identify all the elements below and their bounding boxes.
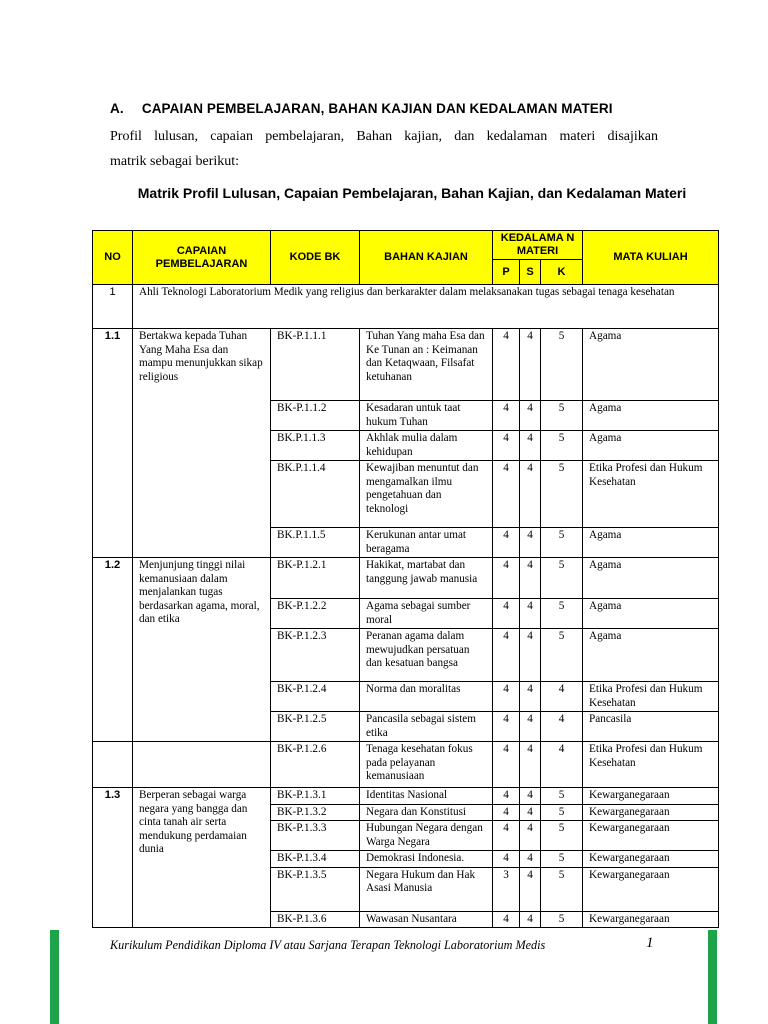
bahan-kajian: Demokrasi Indonesia. [360,851,493,868]
kode-bk: BK-P.1.3.5 [271,867,360,911]
depth-s: 4 [520,461,541,528]
section-title: CAPAIAN PEMBELAJARAN, BAHAN KAJIAN DAN KEDALAMAN MATERI [141,101,613,116]
depth-k: 5 [541,867,583,911]
footer-text: Kurikulum Pendidikan Diploma IV atau Sarjana Terapan Teknologi Laboratorium Medis [110,938,546,952]
depth-k: 4 [541,742,583,788]
depth-p: 4 [493,911,520,928]
kode-bk: BK-P.1.2.1 [271,558,360,599]
kode-bk: BK-P.1.3.2 [271,804,360,821]
mata-kuliah: Kewarganegaraan [583,788,719,805]
bahan-kajian: Negara Hukum dan Hak Asasi Manusia [360,867,493,911]
depth-p: 4 [493,528,520,558]
header-k: K [541,260,583,285]
depth-p: 4 [493,461,520,528]
depth-p: 4 [493,401,520,431]
bahan-kajian: Peranan agama dalam mewujudkan persatuan dan kesatuan bangsa [360,629,493,682]
mata-kuliah: Kewarganegaraan [583,911,719,928]
depth-s: 4 [520,528,541,558]
depth-k: 4 [541,712,583,742]
mata-kuliah: Etika Profesi dan Hukum Kesehatan [583,742,719,788]
table-row [93,742,719,788]
depth-s: 4 [520,682,541,712]
kode-bk: BK-P.1.3.6 [271,911,360,928]
depth-s: 4 [520,329,541,401]
depth-s: 4 [520,911,541,928]
depth-p: 4 [493,682,520,712]
bahan-kajian: Kesadaran untuk taat hukum Tuhan [360,401,493,431]
page-number: 1 [646,935,654,951]
bahan-kajian: Hakikat, martabat dan tanggung jawab manusia [360,558,493,599]
depth-k: 5 [541,629,583,682]
mata-kuliah: Kewarganegaraan [583,851,719,868]
bahan-kajian: Kewajiban menuntut dan mengamalkan ilmu pengetahuan dan teknologi [360,461,493,528]
header-p: P [493,260,520,285]
depth-p: 4 [493,599,520,629]
depth-s: 4 [520,401,541,431]
bahan-kajian: Identitas Nasional [360,788,493,805]
depth-k: 5 [541,461,583,528]
kode-bk: BK-P.1.2.4 [271,682,360,712]
depth-p: 4 [493,329,520,401]
kode-bk: BK.P.1.1.4 [271,461,360,528]
capaian-text: Menjunjung tinggi nilai kemanusiaan dalam menjalankan tugas berdasarkan agama, moral, dan etika [133,558,271,742]
kode-bk: BK-P.1.2.6 [271,742,360,788]
depth-p: 4 [493,629,520,682]
depth-k: 4 [541,682,583,712]
depth-p: 3 [493,867,520,911]
mata-kuliah: Agama [583,329,719,401]
depth-k: 5 [541,558,583,599]
bahan-kajian: Pancasila sebagai sistem etika [360,712,493,742]
bahan-kajian: Akhlak mulia dalam kehidupan [360,431,493,461]
header-bahan: BAHAN KAJIAN [360,231,493,285]
mata-kuliah: Agama [583,629,719,682]
capaian-no: 1.2 [93,558,133,742]
mata-kuliah: Kewarganegaraan [583,867,719,911]
bahan-kajian: Tuhan Yang maha Esa dan Ke Tunan an : Keimanan dan Ketaqwaan, Filsafat ketuhanan [360,329,493,401]
bahan-kajian: Kerukunan antar umat beragama [360,528,493,558]
kode-bk: BK-P.1.2.3 [271,629,360,682]
depth-p: 4 [493,431,520,461]
depth-s: 4 [520,599,541,629]
depth-k: 5 [541,431,583,461]
depth-s: 4 [520,851,541,868]
mata-kuliah: Etika Profesi dan Hukum Kesehatan [583,682,719,712]
kode-bk: BK-P.1.2.2 [271,599,360,629]
depth-k: 5 [541,804,583,821]
depth-s: 4 [520,742,541,788]
kode-bk: BK-P.1.2.5 [271,712,360,742]
bahan-kajian: Norma dan moralitas [360,682,493,712]
table-row [93,788,719,805]
mata-kuliah: Kewarganegaraan [583,804,719,821]
depth-s: 4 [520,788,541,805]
depth-s: 4 [520,712,541,742]
bahan-kajian: Tenaga kesehatan fokus pada pelayanan kemanusiaan [360,742,493,788]
mata-kuliah: Agama [583,599,719,629]
capaian-text: Bertakwa kepada Tuhan Yang Maha Esa dan mampu menunjukkan sikap religious [133,329,271,558]
depth-k: 5 [541,528,583,558]
section-heading [110,101,613,116]
depth-s: 4 [520,821,541,851]
depth-p: 4 [493,821,520,851]
kode-bk: BK-P.1.3.1 [271,788,360,805]
mata-kuliah: Agama [583,401,719,431]
header-capaian: CAPAIAN PEMBELAJARAN [133,231,271,285]
header-s: S [520,260,541,285]
empty-cell [93,742,133,788]
mata-kuliah: Kewarganegaraan [583,821,719,851]
mata-kuliah: Agama [583,558,719,599]
depth-s: 4 [520,558,541,599]
mata-kuliah: Agama [583,528,719,558]
table-caption: Matrik Profil Lulusan, Capaian Pembelajaran, Bahan Kajian, dan Kedalaman Materi [137,185,687,201]
footer-bar-left [50,930,59,1024]
intro-line-2: matrik sebagai berikut: [110,154,240,169]
profile-text: Ahli Teknologi Laboratorium Medik yang religius dan berkarakter dalam melaksanakan tugas sebagai tenaga kesehatan [133,285,719,329]
depth-p: 4 [493,804,520,821]
depth-p: 4 [493,558,520,599]
bahan-kajian: Wawasan Nusantara [360,911,493,928]
header-kode: KODE BK [271,231,360,285]
depth-k: 5 [541,911,583,928]
kode-bk: BK.P.1.1.5 [271,528,360,558]
section-number: A. [110,101,124,116]
intro-line-1: Profil lulusan, capaian pembelajaran, Bahan kajian, dan kedalaman materi disajikan [110,129,658,144]
profile-no: 1 [93,285,133,329]
empty-cell [133,742,271,788]
kode-bk: BK-P.1.3.3 [271,821,360,851]
capaian-no: 1.1 [93,329,133,558]
bahan-kajian: Agama sebagai sumber moral [360,599,493,629]
kode-bk: BK-P.1.1.2 [271,401,360,431]
depth-s: 4 [520,431,541,461]
depth-k: 5 [541,788,583,805]
depth-k: 5 [541,851,583,868]
depth-k: 5 [541,329,583,401]
kode-bk: BK.P.1.1.3 [271,431,360,461]
capaian-no: 1.3 [93,788,133,928]
header-no: NO [93,231,133,285]
depth-k: 5 [541,821,583,851]
depth-p: 4 [493,712,520,742]
depth-p: 4 [493,788,520,805]
table-row [93,329,719,401]
mata-kuliah: Pancasila [583,712,719,742]
footer-bar-right [708,930,717,1024]
matrix-table [92,230,719,928]
mata-kuliah: Agama [583,431,719,461]
depth-k: 5 [541,401,583,431]
depth-s: 4 [520,629,541,682]
kode-bk: BK-P.1.3.4 [271,851,360,868]
bahan-kajian: Hubungan Negara dengan Warga Negara [360,821,493,851]
bahan-kajian: Negara dan Konstitusi [360,804,493,821]
intro-paragraph [110,124,658,174]
depth-p: 4 [493,742,520,788]
capaian-text: Berperan sebagai warga negara yang bangga dan cinta tanah air serta mendukung perdamaian dunia [133,788,271,928]
header-mata-kuliah: MATA KULIAH [583,231,719,285]
mata-kuliah: Etika Profesi dan Hukum Kesehatan [583,461,719,528]
depth-s: 4 [520,804,541,821]
header-kedalaman: KEDALAMA N MATERI [493,231,583,260]
depth-s: 4 [520,867,541,911]
kode-bk: BK-P.1.1.1 [271,329,360,401]
table-row [93,558,719,599]
depth-p: 4 [493,851,520,868]
depth-k: 5 [541,599,583,629]
